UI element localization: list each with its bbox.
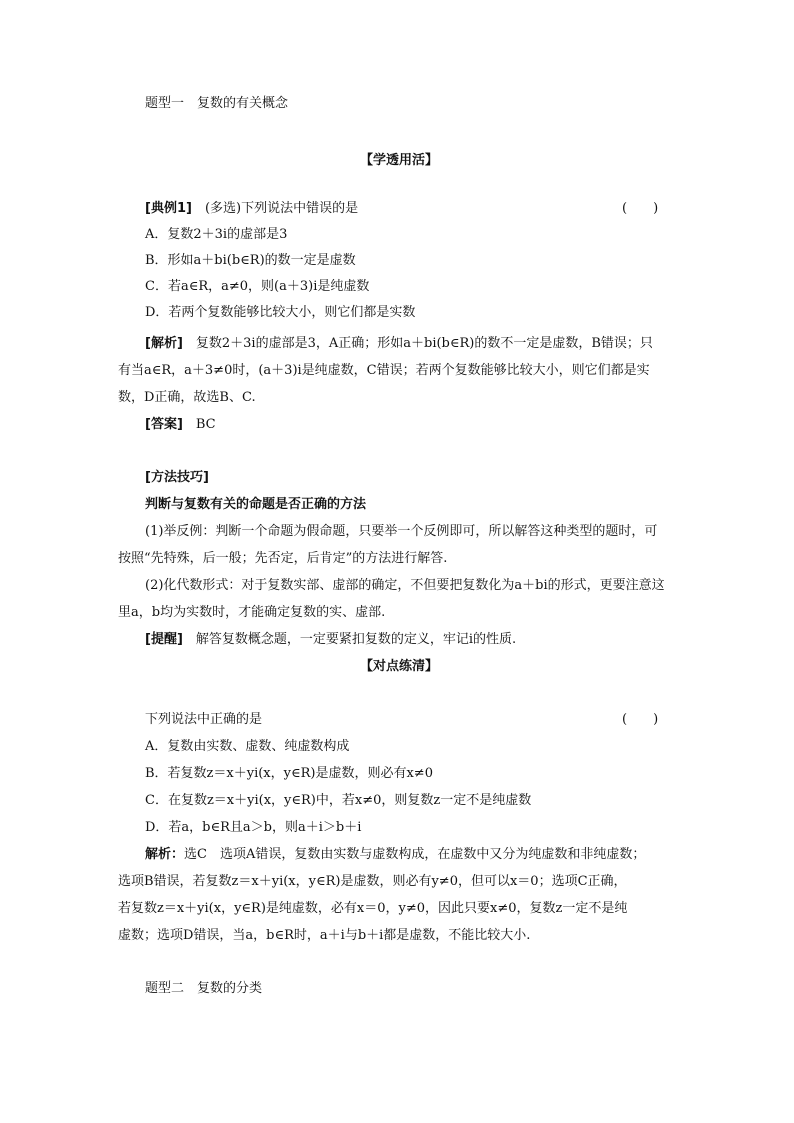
practice-option-d: D．若a，b∈R且a＞b，则a＋i＞b＋i (145, 820, 362, 835)
solution-line-2: 选项B错误，若复数z＝x＋yi(x，y∈R)是虚数，则必有y≠0，但可以x＝0；选项C正确， (118, 874, 627, 889)
practice-header: 【对点练清】 (360, 659, 439, 674)
tip-text: 解答复数概念题，一定要紧扣复数的定义，牢记i的性质. (182, 632, 517, 647)
study-header: 【学透用活】 (360, 153, 439, 168)
example-option-a: A．复数2＋3i的虚部是3 (145, 227, 288, 242)
example-stem-line (145, 201, 358, 217)
analysis-line-3: 数，D正确，故选B、C. (118, 390, 256, 405)
method-p1-line-2: 按照“先特殊，后一般；先否定，后肯定”的方法进行解答. (118, 551, 448, 566)
answer-text: BC (182, 417, 216, 432)
practice-answer-paren: ( ) (622, 712, 659, 727)
section-title-2: 题型二 复数的分类 (145, 981, 263, 996)
method-label: [方法技巧] (145, 470, 209, 485)
analysis-label: [解析] (145, 336, 183, 351)
method-p2-line-2: 里a，b均为实数时，才能确定复数的实、虚部. (118, 605, 386, 620)
practice-stem: 下列说法中正确的是 (145, 712, 263, 727)
analysis-text-1: 复数2＋3i的虚部是3，A正确；形如a＋bi(b∈R)的数不一定是虚数，B错误；只 (182, 336, 653, 351)
example-label: [典例1] (145, 201, 192, 216)
answer-line (145, 417, 216, 433)
solution-line-3: 若复数z＝x＋yi(x，y∈R)是纯虚数，必有x＝0，y≠0，因此只要x≠0，复数z一定不是纯 (118, 901, 628, 916)
example-answer-paren: ( ) (622, 201, 659, 216)
method-title: 判断与复数有关的命题是否正确的方法 (145, 497, 367, 512)
section-title-1: 题型一 复数的有关概念 (145, 96, 289, 111)
solution-line-4: 虚数；选项D错误，当a，b∈R时，a＋i与b＋i都是虚数，不能比较大小. (118, 928, 531, 943)
tip-line (145, 632, 516, 648)
analysis-line-2: 有当a∈R，a＋3≠0时，(a＋3)i是纯虚数，C错误；若两个复数能够比较大小，则它们都是实 (118, 363, 650, 378)
example-option-c: C．若a∈R，a≠0，则(a＋3)i是纯虚数 (145, 279, 370, 294)
method-p1-line-1: (1)举反例：判断一个命题为假命题，只要举一个反例即可，所以解答这种类型的题时，可 (145, 524, 658, 539)
example-option-d: D．若两个复数能够比较大小，则它们都是实数 (145, 305, 416, 320)
practice-option-c: C．在复数z＝x＋yi(x，y∈R)中，若x≠0，则复数z一定不是纯虚数 (145, 793, 532, 808)
example-option-b: B．形如a＋bi(b∈R)的数一定是虚数 (145, 253, 356, 268)
solution-text-1: 选C 选项A错误，复数由实数与虚数构成，在虚数中又分为纯虚数和非纯虚数； (184, 847, 646, 862)
answer-label: [答案] (145, 417, 183, 432)
practice-option-a: A．复数由实数、虚数、纯虚数构成 (145, 739, 350, 754)
example-stem: (多选)下列说法中错误的是 (191, 201, 359, 216)
method-p2-line-1: (2)化代数形式：对于复数实部、虚部的确定，不但要把复数化为a＋bi的形式，更要注意这 (145, 578, 665, 593)
tip-label: [提醒] (145, 632, 183, 647)
solution-label: 解析： (145, 847, 185, 862)
solution-line-1 (145, 847, 645, 863)
practice-option-b: B．若复数z＝x＋yi(x，y∈R)是虚数，则必有x≠0 (145, 766, 433, 781)
analysis-line-1 (145, 336, 653, 352)
